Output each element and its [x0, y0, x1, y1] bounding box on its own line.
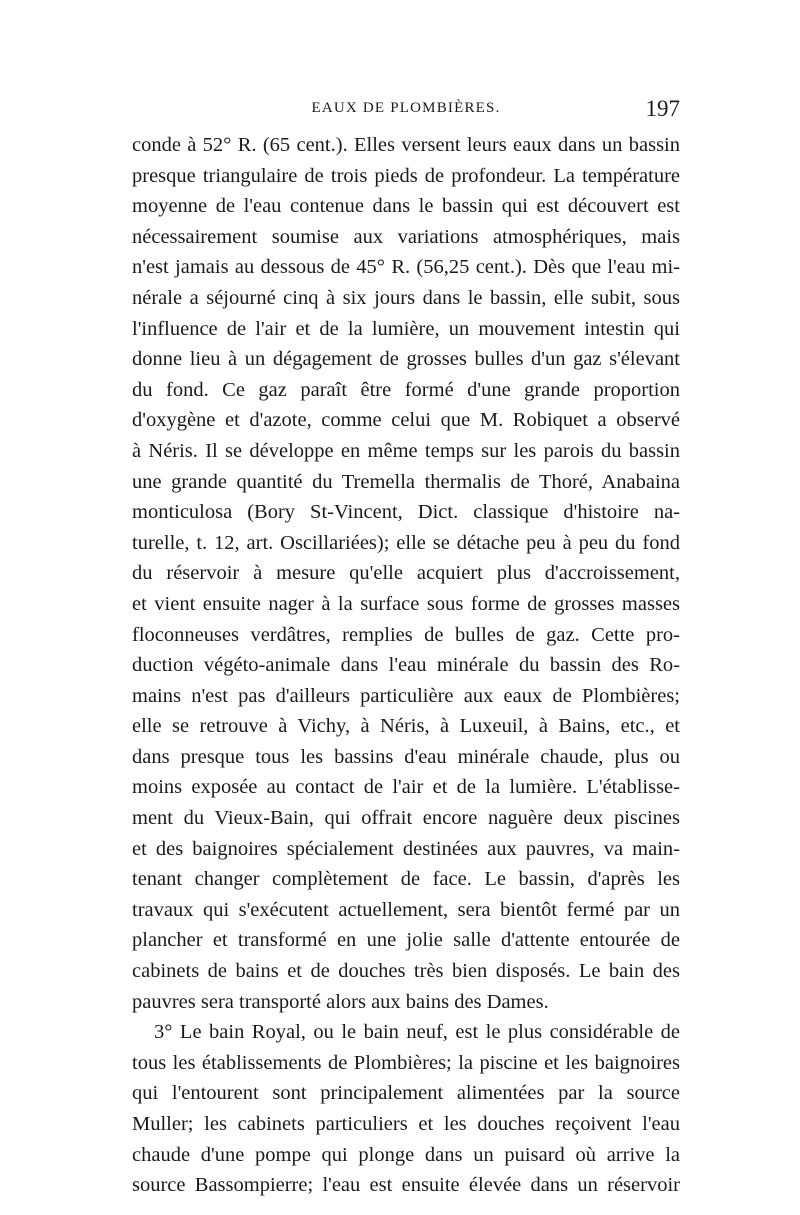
text-line: presque triangulaire de trois pieds de profondeur. La température [132, 164, 680, 187]
text-line: turelle, t. 12, art. Oscillariées); elle se détache peu à peu du fond [132, 531, 680, 554]
text-line: n'est jamais au dessous de 45° R. (56,25 cent.). Dès que l'eau mi- [132, 256, 680, 279]
paragraph-first-line: 3° Le bain Royal, ou le bain neuf, est le plus considérable de [154, 1021, 680, 1044]
text-line: du fond. Ce gaz paraît être formé d'une grande proportion [132, 378, 680, 401]
page-number: 197 [645, 96, 680, 121]
text-line: ment du Vieux-Bain, qui offrait encore naguère deux piscines [132, 807, 680, 830]
running-head [132, 96, 680, 126]
text-line: mains n'est pas d'ailleurs particulière aux eaux de Plombières; [132, 684, 680, 707]
paragraph-last-line: pauvres sera transporté alors aux bains des Dames. [132, 990, 549, 1013]
text-line: une grande quantité du Tremella thermalis de Thoré, Anabaina [132, 470, 680, 493]
text-line: tenant changer complètement de face. Le bassin, d'après les [132, 868, 680, 891]
text-line: plancher et transformé en une jolie salle d'attente entourée de [132, 929, 680, 952]
text-line: qui l'entourent sont principalement alimentées par la source [132, 1082, 680, 1105]
text-line: dans presque tous les bassins d'eau minérale chaude, plus ou [132, 745, 680, 768]
text-line: d'oxygène et d'azote, comme celui que M. Robiquet a observé [132, 409, 680, 432]
text-line: duction végéto-animale dans l'eau minérale du bassin des Ro- [132, 654, 680, 677]
text-line: cabinets de bains et de douches très bien disposés. Le bain des [132, 960, 680, 983]
text-line: tous les établissements de Plombières; la piscine et les baignoires [132, 1051, 680, 1074]
text-line: du réservoir à mesure qu'elle acquiert plus d'accroissement, [132, 562, 680, 585]
text-line: nérale a séjourné cinq à six jours dans le bassin, elle subit, sous [132, 286, 680, 309]
text-line: et vient ensuite nager à la surface sous forme de grosses masses [132, 592, 680, 615]
text-line: chaude d'une pompe qui plonge dans un puisard où arrive la [132, 1143, 680, 1166]
text-line: l'influence de l'air et de la lumière, un mouvement intestin qui [132, 317, 680, 340]
text-line: nécessairement soumise aux variations atmosphériques, mais [132, 225, 680, 248]
text-line: conde à 52° R. (65 cent.). Elles versent leurs eaux dans un bassin [132, 134, 680, 156]
text-line: monticulosa (Bory St-Vincent, Dict. classique d'histoire na- [132, 501, 680, 524]
text-line: Muller; les cabinets particuliers et les douches reçoivent l'eau [132, 1113, 680, 1135]
text-line: elle se retrouve à Vichy, à Néris, à Luxeuil, à Bains, etc., et [132, 715, 680, 738]
text-line: donne lieu à un dégagement de grosses bulles d'un gaz s'élevant [132, 348, 680, 371]
text-line: floconneuses verdâtres, remplies de bulles de gaz. Cette pro- [132, 623, 680, 646]
text-line: moins exposée au contact de l'air et de la lumière. L'établisse- [132, 776, 680, 799]
text-line: moyenne de l'eau contenue dans le bassin qui est découvert est [132, 195, 680, 218]
text-line: travaux qui s'exécutent actuellement, sera bientôt fermé par un [132, 898, 680, 921]
text-line: et des baignoires spécialement destinées aux pauvres, va main- [132, 837, 680, 860]
body-text [132, 130, 680, 1201]
text-line: source Bassompierre; l'eau est ensuite élevée dans un réservoir [132, 1174, 680, 1197]
running-title: EAUX DE PLOMBIÈRES. [311, 100, 501, 116]
text-line: à Néris. Il se développe en même temps sur les parois du bassin [132, 439, 680, 462]
